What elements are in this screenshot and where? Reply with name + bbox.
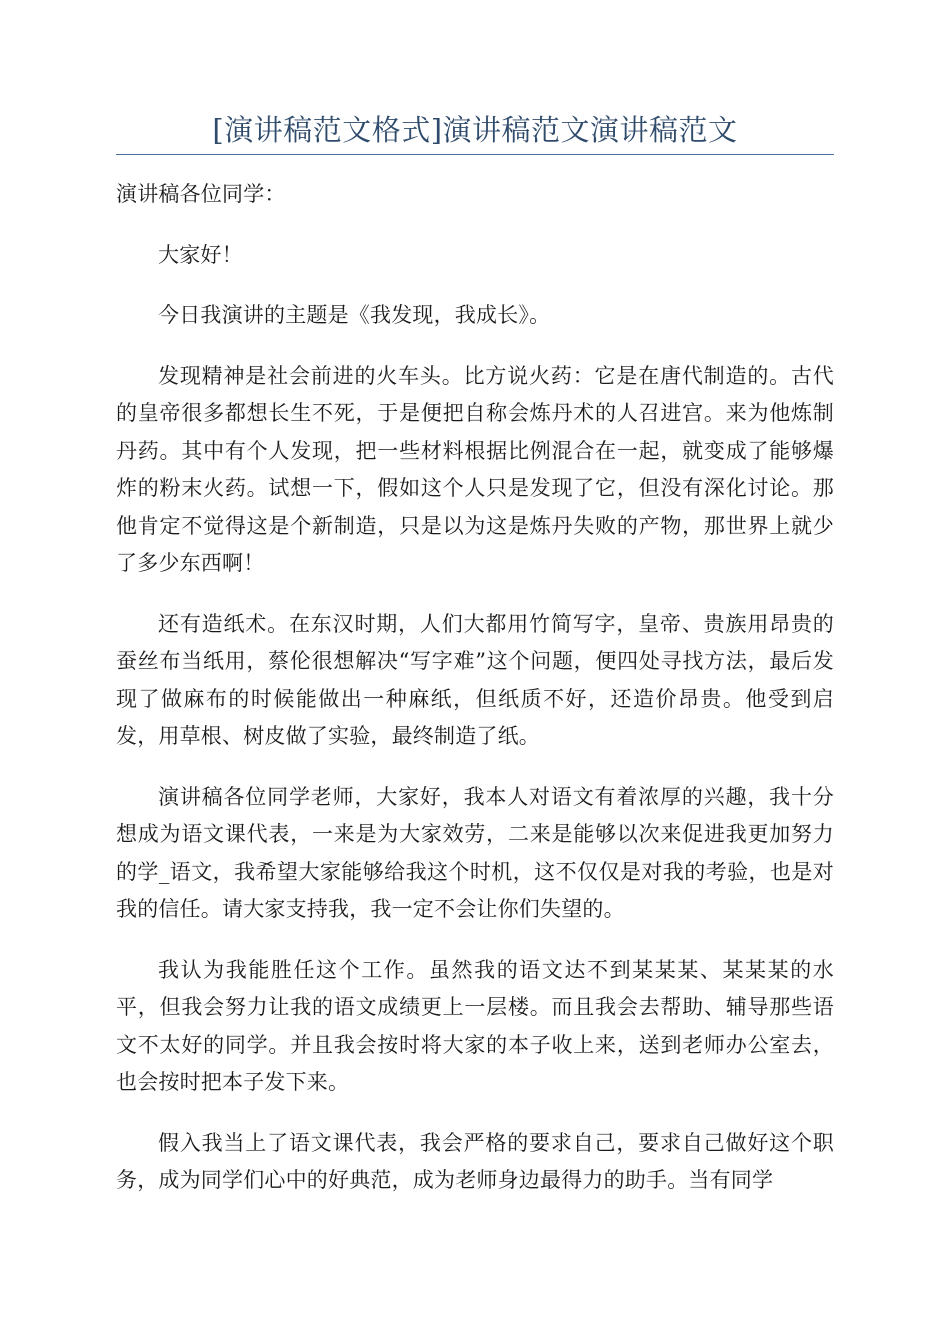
paragraph-qualification: 我认为我能胜任这个工作。虽然我的语文达不到某某某、某某某的水平，但我会努力让我的语文成绩更上一层楼。而且我会去帮助、辅导那些语文不太好的同学。并且我会按时将大家的本子收上来，送到老师办公室去，也会按时把本子发下来。 [116, 957, 834, 1094]
document-title: [演讲稿范文格式]演讲稿范文演讲稿范文 [212, 113, 738, 147]
document-body [116, 176, 834, 1223]
paragraph-salutation: 演讲稿各位同学： [116, 182, 286, 206]
paragraph-papermaking: 还有造纸术。在东汉时期，人们大都用竹简写字，皇帝、贵族用昂贵的蚕丝布当纸用，蔡伦很想解决“写字难”这个问题，便四处寻找方法，最后发现了做麻布的时候能做出一种麻纸，但纸质不好，还造价昂贵。他受到启发，用草根、树皮做了实验，最终制造了纸。 [116, 611, 834, 748]
paragraph-greeting: 大家好！ [158, 242, 243, 267]
paragraph-topic: 今日我演讲的主题是《我发现，我成长》。 [158, 303, 551, 327]
paragraph-gunpowder: 发现精神是社会前进的火车头。比方说火药：它是在唐代制造的。古代的皇帝很多都想长生不死，于是便把自称会炼丹术的人召进宫。来为他炼制丹药。其中有个人发现，把一些材料根据比例混合在一起，就变成了能够爆炸的粉末火药。试想一下，假如这个人只是发现了它，但没有深化讨论。那他肯定不觉得这是个新制造，只是以为这是炼丹失败的产物，那世界上就少了多少东西啊！ [116, 363, 834, 575]
title-underline [116, 154, 834, 155]
paragraph-commitment: 假入我当上了语文课代表，我会严格的要求自己，要求自己做好这个职务，成为同学们心中的好典范，成为老师身边最得力的助手。当有同学 [116, 1130, 834, 1192]
paragraph-candidacy: 演讲稿各位同学老师，大家好，我本人对语文有着浓厚的兴趣，我十分想成为语文课代表，一来是为大家效劳，二来是能够以次来促进我更加努力的学_语文，我希望大家能够给我这个时机，这不仅仅是对我的考验，也是对我的信任。请大家支持我，我一定不会让你们失望的。 [116, 784, 834, 921]
